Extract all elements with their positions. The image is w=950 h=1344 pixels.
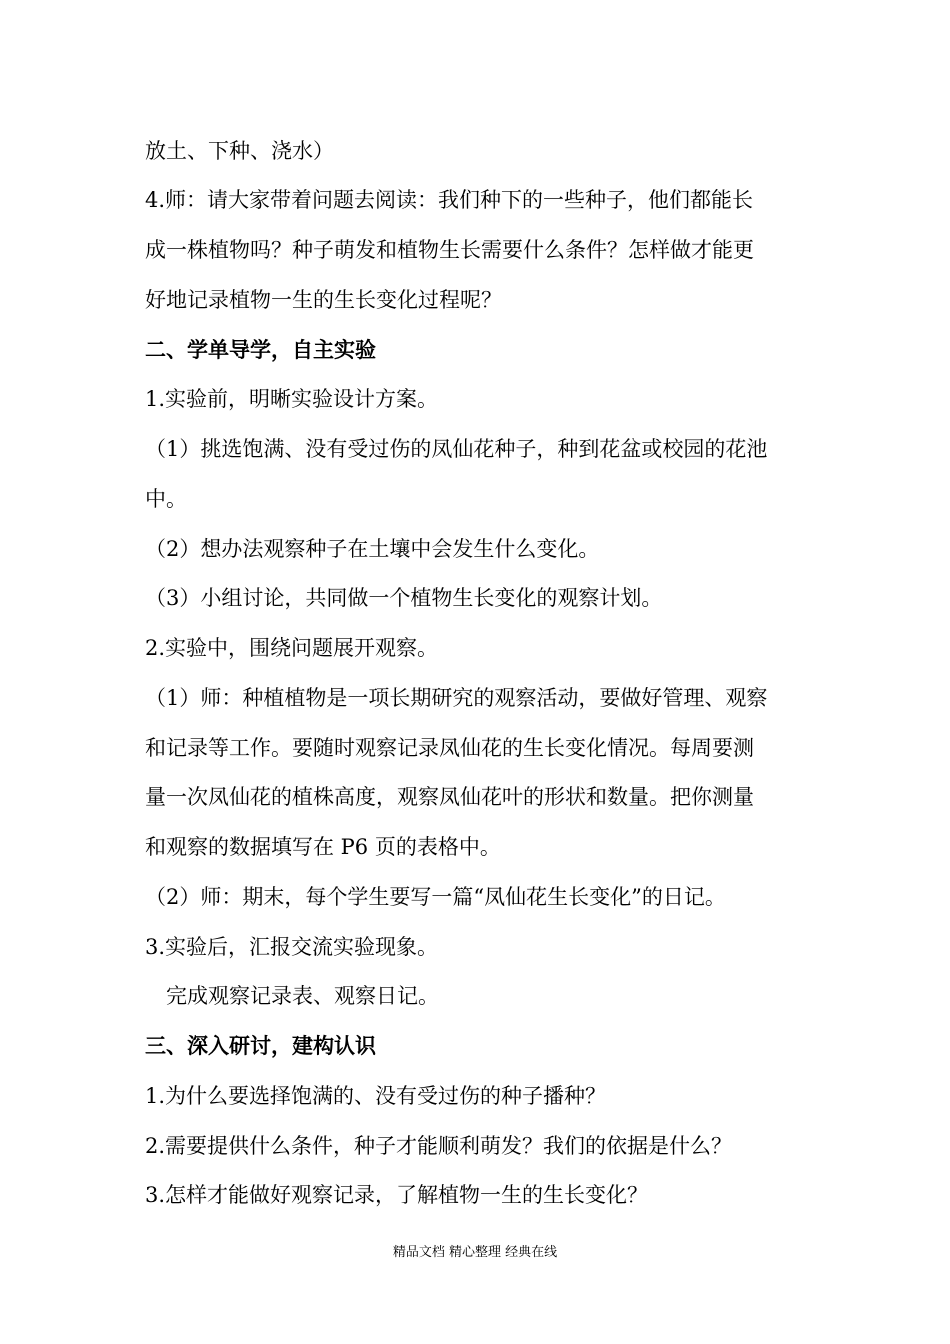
text-line: 2.需要提供什么条件，种子才能顺利萌发？我们的依据是什么？ — [145, 1134, 733, 1158]
text-line: 1.为什么要选择饱满的、没有受过伤的种子播种？ — [145, 1084, 607, 1108]
section-heading: 三、深入研讨，建构认识 — [145, 1033, 376, 1058]
text-line: 1.实验前，明晰实验设计方案。 — [145, 387, 439, 411]
text-line: 完成观察记录表、观察日记。 — [145, 984, 439, 1008]
text-line: 2.实验中，围绕问题展开观察。 — [145, 636, 439, 660]
text-line: 3.怎样才能做好观察记录，了解植物一生的生长变化？ — [145, 1183, 649, 1207]
text-line: （2）师：期末，每个学生要写一篇“凤仙花生长变化”的日记。 — [145, 885, 726, 909]
text-line: 和记录等工作。要随时观察记录凤仙花的生长变化情况。每周要测 — [145, 736, 754, 760]
text-line: 放土、下种、浇水） — [145, 139, 334, 163]
text-line: 中。 — [145, 487, 187, 511]
text-line: 好地记录植物一生的生长变化过程呢？ — [145, 288, 502, 312]
section-heading: 二、学单导学，自主实验 — [145, 337, 376, 362]
text-line: （1）师：种植植物是一项长期研究的观察活动，要做好管理、观察 — [145, 686, 768, 710]
text-line: 量一次凤仙花的植株高度，观察凤仙花叶的形状和数量。把你测量 — [145, 785, 754, 809]
text-line: 4.师：请大家带着问题去阅读：我们种下的一些种子，他们都能长 — [145, 188, 754, 212]
text-line: 和观察的数据填写在 P6 页的表格中。 — [145, 835, 501, 859]
page-footer: 精品文档 精心整理 经典在线 — [392, 1245, 558, 1260]
text-line: 3.实验后，汇报交流实验现象。 — [145, 935, 439, 959]
text-line: （3）小组讨论，共同做一个植物生长变化的观察计划。 — [145, 586, 663, 610]
text-line: 成一株植物吗？种子萌发和植物生长需要什么条件？怎样做才能更 — [145, 238, 754, 262]
text-line: （2）想办法观察种子在土壤中会发生什么变化。 — [145, 537, 600, 561]
text-line: （1）挑选饱满、没有受过伤的凤仙花种子，种到花盆或校园的花池 — [145, 437, 768, 461]
